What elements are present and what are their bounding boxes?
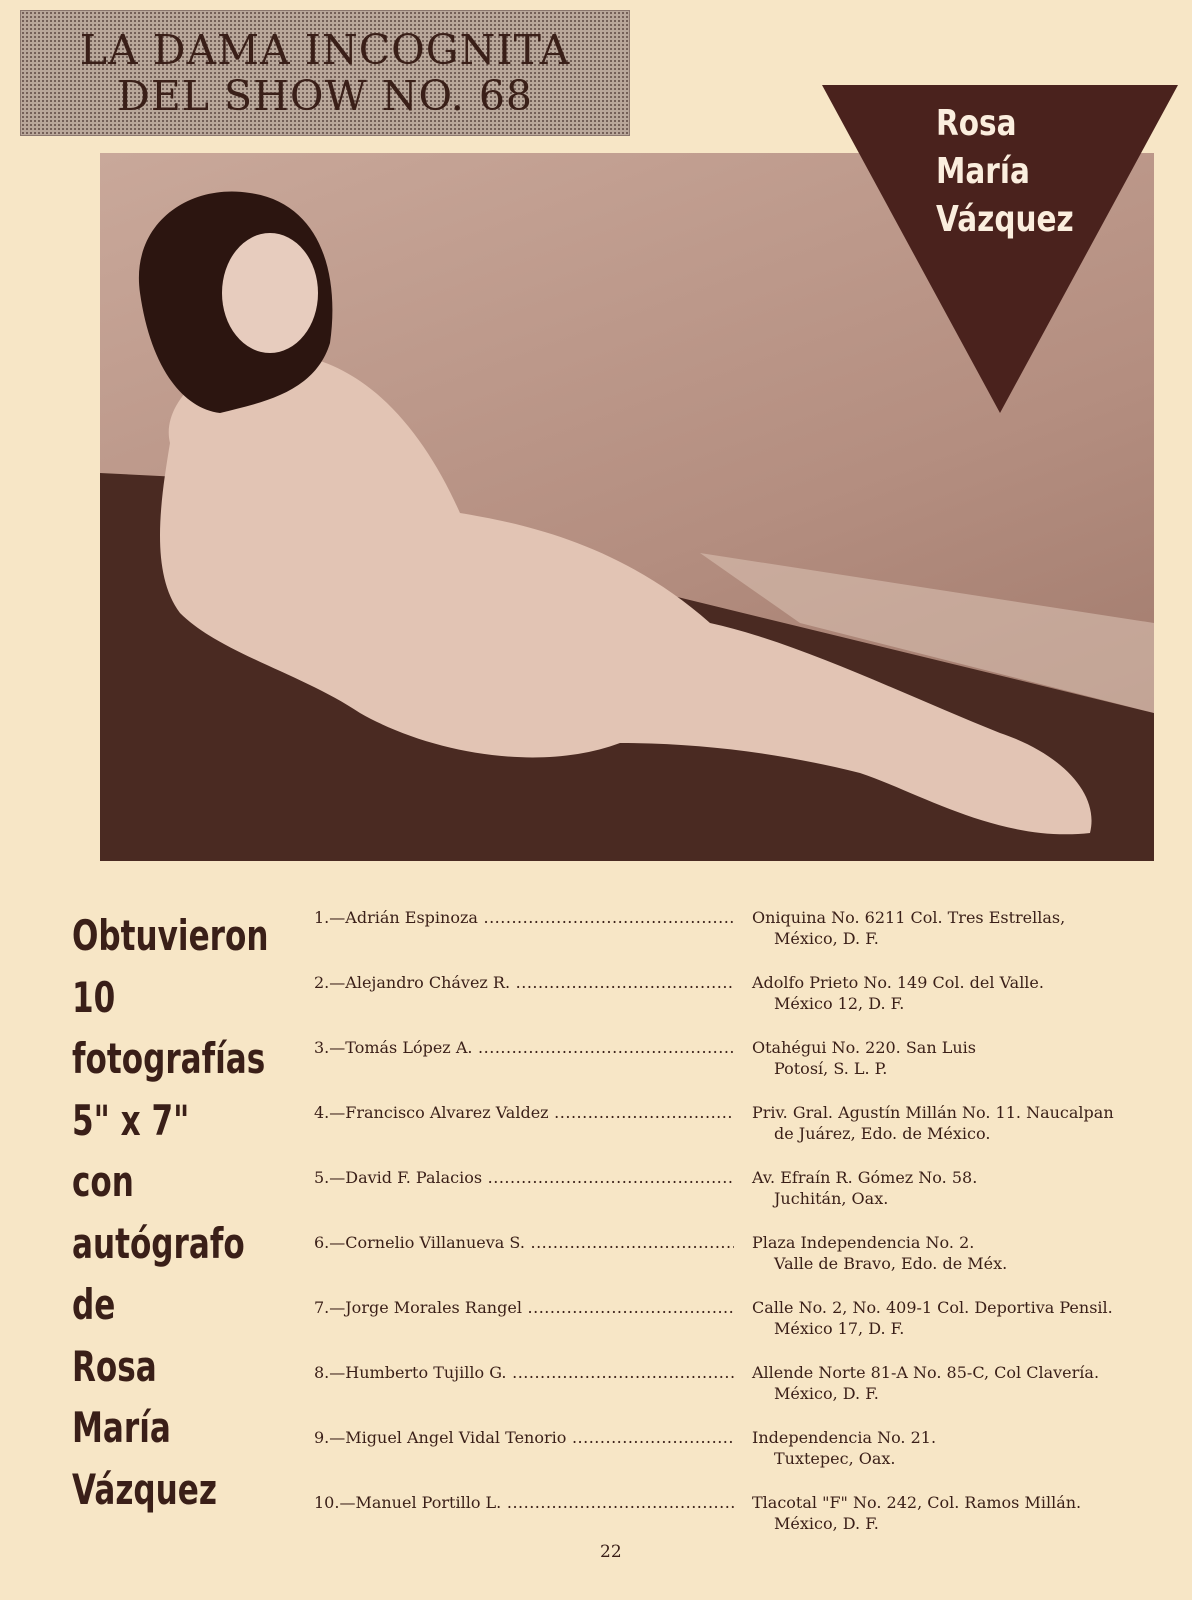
model-name-line-1: Rosa [936, 103, 1017, 144]
winner-row [314, 907, 1190, 972]
prize-line: 10 [72, 972, 116, 1022]
winner-address-line-2: de Juárez, Edo. de México. [774, 1124, 991, 1143]
winner-address-line-1: Plaza Independencia No. 2. [752, 1233, 975, 1252]
prize-line: Rosa [72, 1341, 157, 1391]
title-line-2: DEL SHOW NO. 68 [116, 72, 533, 120]
winner-address-line-2: Valle de Bravo, Edo. de Méx. [774, 1254, 1008, 1273]
winner-address-line-2: México, D. F. [774, 929, 879, 948]
prize-line: Vázquez [72, 1464, 217, 1514]
prize-line: fotografías [72, 1034, 266, 1083]
winner-address-line-2: México, D. F. [774, 1514, 879, 1533]
winner-name: 3.—Tomás López A. ..... [314, 1037, 734, 1058]
winner-address-line-1: Otahégui No. 220. San Luis [752, 1038, 976, 1057]
title-banner [20, 10, 630, 136]
prize-description [72, 905, 268, 1520]
winner-name: 10.—Manuel Portillo L. ..... [314, 1492, 734, 1513]
winner-name: 5.—David F. Palacios ..... [314, 1167, 734, 1188]
winner-row [314, 1362, 1190, 1427]
prize-line: María [72, 1403, 171, 1452]
winner-address-line-2: Tuxtepec, Oax. [774, 1449, 896, 1468]
winner-name: 9.—Miguel Angel Vidal Tenorio ..... [314, 1427, 734, 1448]
winner-address-line-1: Independencia No. 21. [752, 1428, 937, 1447]
model-name [936, 100, 1074, 244]
winner-address-line-2: México, D. F. [774, 1384, 879, 1403]
winner-row [314, 1232, 1190, 1297]
winner-name: 4.—Francisco Alvarez Valdez ..... [314, 1102, 734, 1123]
winner-row [314, 1167, 1190, 1232]
winner-row [314, 1297, 1190, 1362]
winner-row [314, 1427, 1190, 1492]
title-line-1: LA DAMA INCOGNITA [79, 26, 571, 74]
winner-address-line-1: Calle No. 2, No. 409-1 Col. Deportiva Pensil. [752, 1298, 1113, 1317]
winner-row [314, 1102, 1190, 1167]
prize-line: con [72, 1157, 134, 1206]
figure-face [222, 233, 318, 353]
winner-address-line-2: Potosí, S. L. P. [774, 1059, 888, 1078]
winner-address-line-1: Oniquina No. 6211 Col. Tres Estrellas, [752, 908, 1066, 927]
model-name-line-3: Vázquez [936, 199, 1074, 240]
winner-address-line-1: Tlacotal "F" No. 242, Col. Ramos Millán. [752, 1493, 1082, 1512]
winner-name: 6.—Cornelio Villanueva S. ..... [314, 1232, 734, 1253]
prize-line: Obtuvieron [72, 911, 269, 960]
winner-address-line-1: Av. Efraín R. Gómez No. 58. [752, 1168, 978, 1187]
winner-name: 1.—Adrián Espinoza ..... [314, 907, 734, 928]
winner-name: 2.—Alejandro Chávez R. ..... [314, 972, 734, 993]
winner-address-line-1: Adolfo Prieto No. 149 Col. del Valle. [752, 973, 1044, 992]
winner-address-line-1: Priv. Gral. Agustín Millán No. 11. Naucalpan [752, 1103, 1114, 1122]
winner-address-line-1: Allende Norte 81-A No. 85-C, Col Clavería. [752, 1363, 1100, 1382]
model-name-line-2: María [936, 151, 1030, 192]
winner-row [314, 1037, 1190, 1102]
page-number: 22 [600, 1542, 622, 1562]
winner-address-line-2: México 12, D. F. [774, 994, 905, 1013]
winner-row [314, 1492, 1190, 1557]
winner-address-line-2: Juchitán, Oax. [774, 1189, 889, 1208]
prize-line: autógrafo [72, 1218, 245, 1268]
winner-address-line-2: México 17, D. F. [774, 1319, 905, 1338]
winner-name: 7.—Jorge Morales Rangel ..... [314, 1297, 734, 1318]
winners-list [314, 907, 1190, 1557]
winner-row [314, 972, 1190, 1037]
prize-line: 5" x 7" [72, 1095, 190, 1145]
winner-name: 8.—Humberto Tujillo G. ..... [314, 1362, 734, 1383]
prize-line: de [72, 1280, 116, 1329]
